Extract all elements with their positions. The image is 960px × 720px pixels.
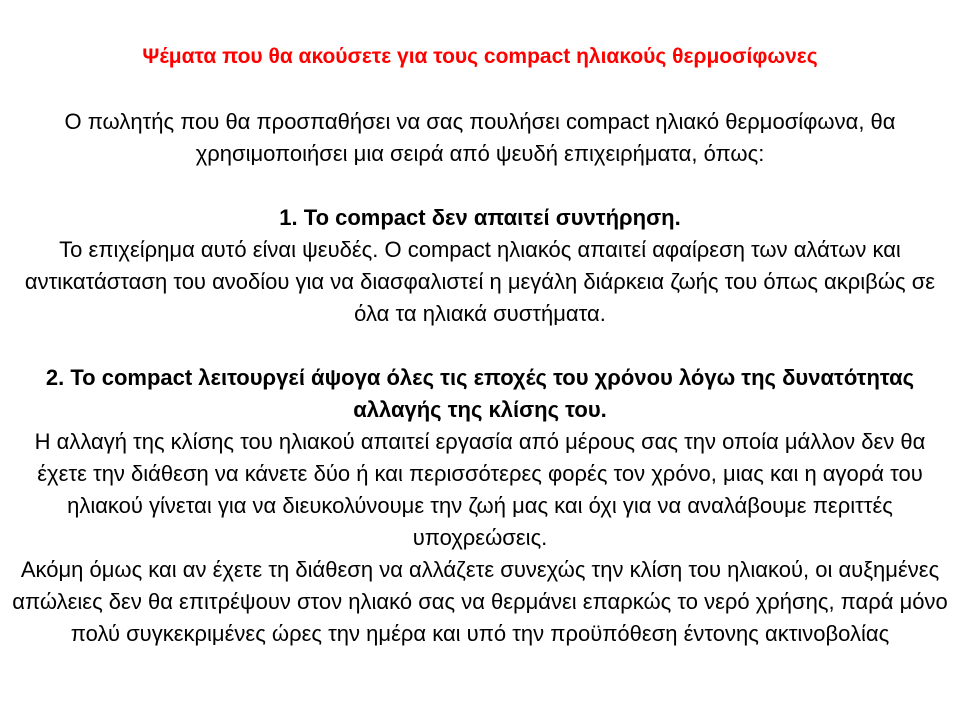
slide-title: Ψέματα που θα ακούσετε για τους compact ηλιακούς θερμοσίφωνες	[142, 45, 818, 68]
point-2-paragraph-2: Ακόμη όμως και αν έχετε τη διάθεση να αλλάζετε συνεχώς την κλίση του ηλιακού, οι αυξημένες απώλειες δεν θα επιτρέψουν στον ηλιακό σας να θερμάνει επαρκώς το νερό χρήσης, παρά μόνο πολύ συγκεκριμένες ώρες την ημέρα και υπό την προϋπόθεση έντονης ακτινοβολίας	[12, 557, 948, 646]
slide-body	[10, 106, 950, 650]
point-2-paragraph-1: Η αλλαγή της κλίσης του ηλιακού απαιτεί εργασία από μέρους σας την οποία μάλλον δεν θα έχετε την διάθεση να κάνετε δύο ή και περισσότερες φορές τον χρόνο, μιας και η αγορά του ηλιακού γίνεται για να διευκολύνουμε την ζωή μας και όχι για να αναλάβουμε περιττές υποχρεώσεις.	[34, 429, 926, 550]
point-2-heading: 2. Το compact λειτουργεί άψογα όλες τις εποχές του χρόνου λόγω της δυνατότητας αλλαγής της κλίσης του.	[45, 365, 915, 422]
intro-paragraph: Ο πωλητής που θα προσπαθήσει να σας πουλήσει compact ηλιακό θερμοσίφωνα, θα χρησιμοποιήσει μια σειρά από ψευδή επιχειρήματα, όπως:	[64, 109, 896, 166]
point-1-heading: 1. Το compact δεν απαιτεί συντήρηση.	[279, 205, 681, 230]
spacer	[10, 330, 950, 362]
point-1-paragraph: Το επιχείρημα αυτό είναι ψευδές. Ο compact ηλιακός απαιτεί αφαίρεση των αλάτων και αντικατάσταση του ανοδίου για να διασφαλιστεί η μεγάλη διάρκεια ζωής του όπως ακριβώς σε όλα τα ηλιακά συστήματα.	[24, 237, 936, 326]
spacer	[10, 170, 950, 202]
